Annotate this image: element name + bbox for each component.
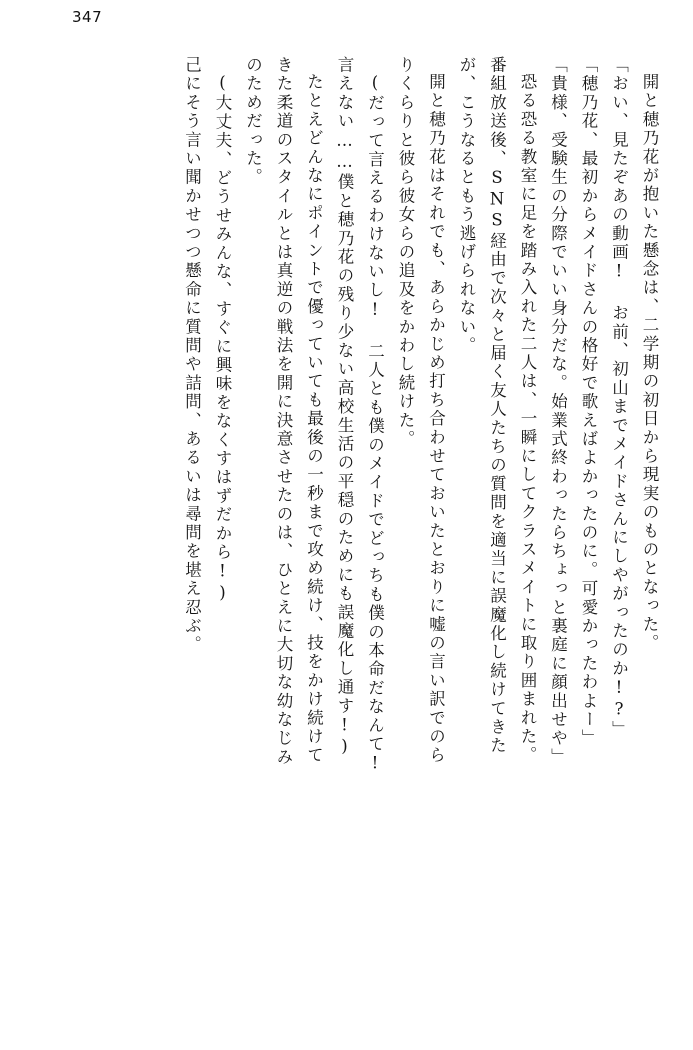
text-line: 言えない……僕と穂乃花の残り少ない高校生活の平穏のためにも誤魔化し通す!)	[335, 56, 354, 758]
text-line: (だって言えるわけないし! 二人とも僕のメイドでどっちも僕の本命だなんて!	[365, 73, 385, 775]
vertical-text-body	[34, 56, 657, 986]
text-line: 己にそう言い聞かせつつ懸命に質問や詰問、あるいは尋問を堪え忍ぶ。	[182, 56, 202, 655]
text-line: 開と穂乃花が抱いた懸念は、二学期の初日から現実のものとなった。	[640, 73, 659, 653]
text-line: が、こうなるともう逃げられない。	[457, 56, 476, 356]
page-number: 347	[72, 8, 103, 26]
text-line: 「貴様、受験生の分際でいい身分だな。始業式終わったらちょっと裏庭に顔出せや」	[548, 56, 568, 767]
text-line: (大丈夫、どうせみんな、すぐに興味をなくすはずだから!)	[213, 73, 232, 605]
text-line: たとえどんなにポイントで優っていても最後の一秒まで攻め続け、技をかけ続けて	[304, 73, 324, 765]
text-line: 「穂乃花、最初からメイドさんの格好で歌えばよかったのに。可愛かったわよー」	[579, 56, 598, 748]
text-line: のためだった。	[243, 56, 263, 187]
text-line: 恐る恐る教室に足を踏み入れた二人は、一瞬にしてクラスメイトに取り囲まれた。	[518, 73, 537, 765]
text-line: きた柔道のスタイルとは真逆の戦法を開に決意させたのは、ひとえに大切な幼なじみ	[274, 56, 293, 767]
text-line: 「おい、見たぞあの動画! お前、初山までメイドさんにしやがったのか!?」	[609, 56, 629, 740]
text-line: りくらりと彼ら彼女らの追及をかわし続けた。	[396, 56, 415, 449]
text-line: 番組放送後、SNS経由で次々と届く友人たちの質問を適当に誤魔化し続けてきた	[487, 56, 507, 756]
text-line: 開と穂乃花はそれでも、あらかじめ打ち合わせておいたとおりに嘘の言い訳でのら	[426, 73, 446, 765]
